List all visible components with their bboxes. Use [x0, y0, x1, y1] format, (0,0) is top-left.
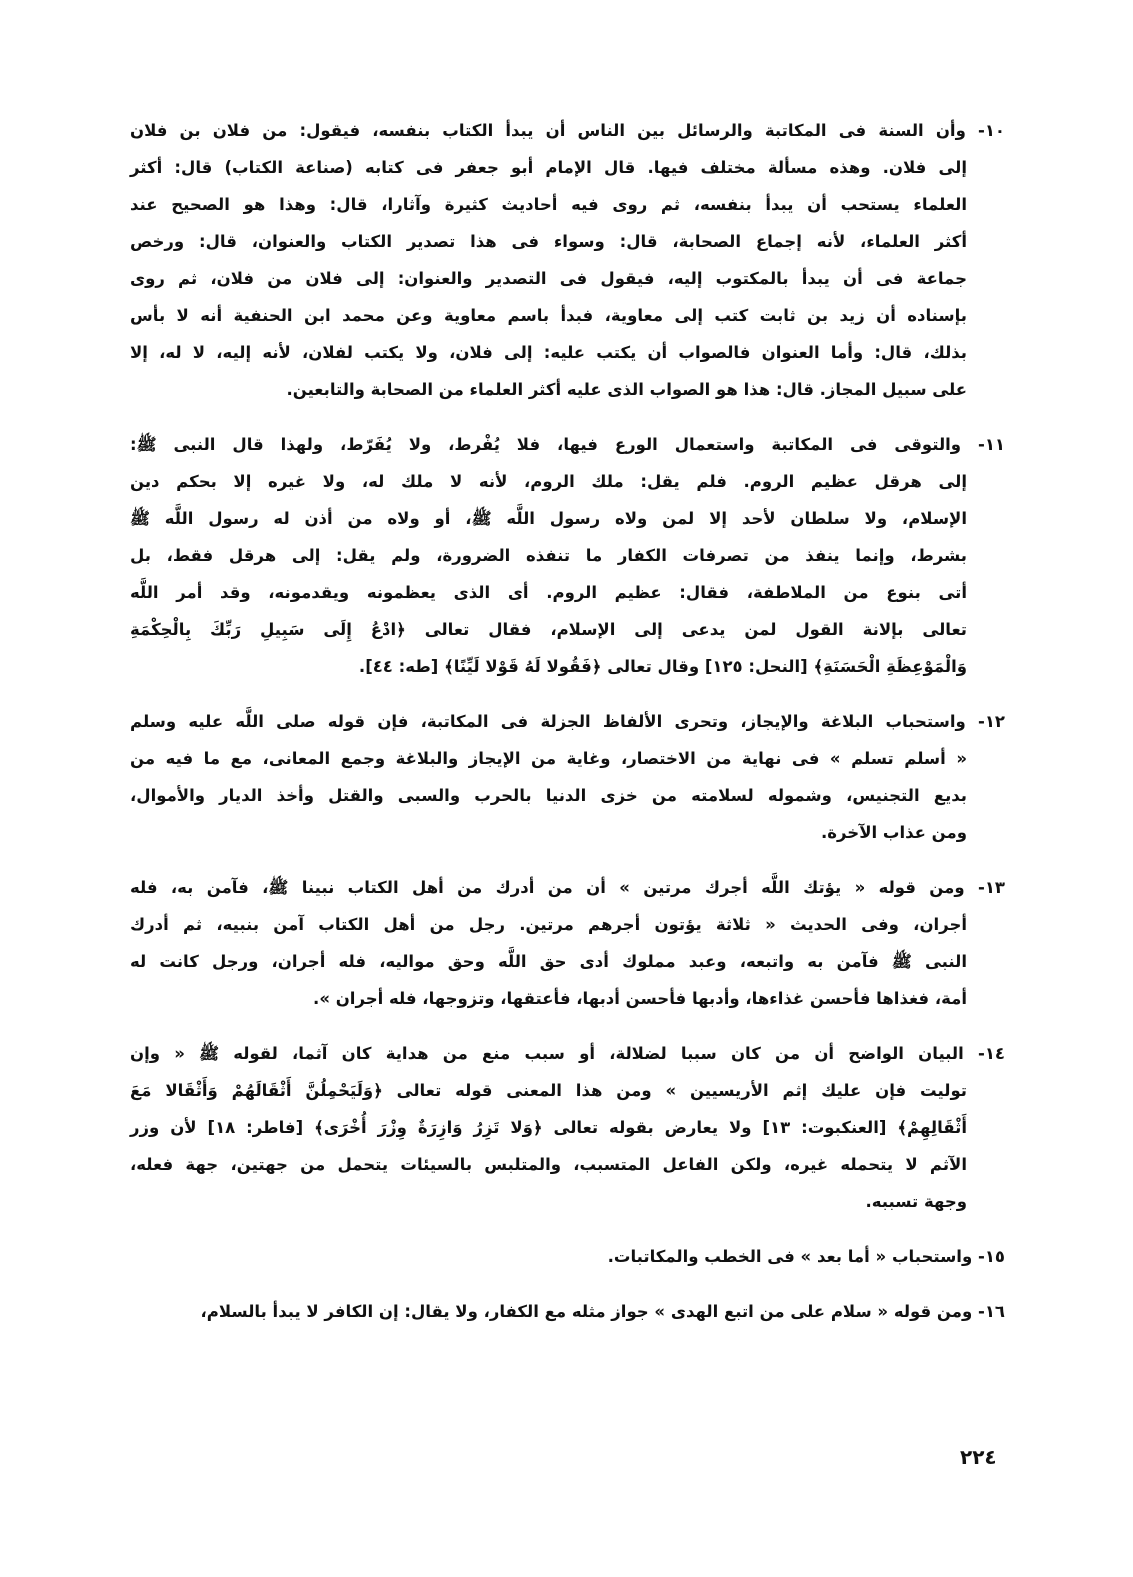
- paragraph-line: [130, 1183, 967, 1220]
- line-text: بشرط، وإنما ينفذ من تصرفات الكفار ما تنفذه الضرورة، ولم يقل: إلى هرقل فقط، بل: [130, 546, 967, 565]
- numbered-paragraph: [130, 1293, 1005, 1330]
- paragraph-line: [130, 1146, 967, 1183]
- paragraph-line: [130, 260, 967, 297]
- line-text: « أسلم تسلم » فى نهاية من الاختصار، وغاية من الإيجاز والبلاغة وجمع المعانى، مع ما فيه من: [130, 749, 967, 768]
- paragraph-line: [130, 1035, 1005, 1072]
- numbered-paragraph: [130, 1035, 1005, 1220]
- page-body: [130, 112, 1005, 1348]
- paragraph-line: [130, 814, 967, 851]
- line-text: العلماء يستحب أن يبدأ بنفسه، ثم روى فيه أحاديث كثيرة وآثارا، قال: وهذا هو الصحيح عند: [130, 195, 967, 214]
- line-text: أتى بنوع من الملاطفة، فقال: عظيم الروم. أى الذى يعظمونه ويقدمونه، وقد أمر اللَّه: [130, 583, 967, 602]
- line-text: أكثر العلماء، لأنه إجماع الصحابة، قال: وسواء فى هذا تصدير الكتاب والعنوان، قال: ورخص: [130, 232, 967, 251]
- line-text: ومن قوله « سلام على من اتبع الهدى » جواز مثله مع الكفار، ولا يقال: إن الكافر لا يبدأ بالسلام،: [200, 1302, 973, 1321]
- numbered-paragraph: [130, 703, 1005, 851]
- line-text: وأن السنة فى المكاتبة والرسائل بين الناس أن يبدأ الكتاب بنفسه، فيقول: من فلان بن فلان: [130, 121, 966, 140]
- line-text: أَثْقَالِهِمْ﴾ [العنكبوت: ١٣] ولا يعارض بقوله تعالى ﴿وَلا تَزِرُ وَازِرَةٌ وِزْرَ أُخْرَى﴾ [فاطر: ١٨] لأن وزر: [130, 1118, 967, 1137]
- line-text: أمة، فغذاها فأحسن غذاءها، وأدبها فأحسن أدبها، فأعتقها، وتزوجها، فله أجران ».: [313, 989, 967, 1008]
- paragraph-line: [130, 869, 1005, 906]
- paragraph-line: [130, 1238, 1005, 1275]
- paragraph-line: [130, 112, 1005, 149]
- paragraph-line: [130, 371, 967, 408]
- paragraph-number: ١٠-: [977, 121, 1005, 140]
- paragraph-line: [130, 1293, 1005, 1330]
- line-text: ومن قوله « يؤتك اللَّه أجرك مرتين » أن من أدرك من أهل الكتاب نبينا ﷺ، فآمن به، فله: [130, 878, 965, 897]
- paragraph-line: [130, 574, 967, 611]
- paragraph-line: [130, 943, 967, 980]
- paragraph-line: [130, 500, 967, 537]
- line-text: وجهة تسببه.: [865, 1192, 967, 1211]
- paragraph-line: [130, 611, 967, 648]
- paragraph-line: [130, 1109, 967, 1146]
- paragraph-line: [130, 648, 967, 685]
- paragraph-line: [130, 906, 967, 943]
- line-text: إلى هرقل عظيم الروم. فلم يقل: ملك الروم، لأنه لا ملك له، ولا غيره إلا بحكم دين: [130, 472, 967, 491]
- paragraph-line: [130, 1072, 967, 1109]
- paragraph-line: [130, 703, 1005, 740]
- line-text: وَالْمَوْعِظَةِ الْحَسَنَةِ﴾ [النحل: ١٢٥] وقال تعالى ﴿فَقُولا لَهُ قَوْلا لَيِّنًا﴾ [طه: ٤٤].: [358, 657, 967, 676]
- paragraph-line: [130, 980, 967, 1017]
- paragraph-number: ١٥-: [977, 1247, 1005, 1266]
- line-text: أجران، وفى الحديث « ثلاثة يؤتون أجرهم مرتين. رجل من أهل الكتاب آمن بنبيه، ثم أدرك: [130, 915, 967, 934]
- line-text: واستحباب البلاغة والإيجاز، وتحرى الألفاظ الجزلة فى المكاتبة، فإن قوله صلى اللَّه عليه وسلم: [130, 712, 966, 731]
- paragraph-line: [130, 463, 967, 500]
- paragraph-line: [130, 537, 967, 574]
- line-text: بذلك، قال: وأما العنوان فالصواب أن يكتب عليه: إلى فلان، ولا يكتب لفلان، لأنه إليه، لا له، إلا: [130, 343, 967, 362]
- line-text: توليت فإن عليك إثم الأريسيين » ومن هذا المعنى قوله تعالى ﴿وَلَيَحْمِلُنَّ أَثْقَالَهُمْ وَأَثْقَالا مَعَ: [130, 1081, 967, 1100]
- line-text: ومن عذاب الآخرة.: [821, 823, 967, 842]
- paragraph-number: ١٢-: [977, 712, 1005, 731]
- paragraph-line: [130, 334, 967, 371]
- paragraph-line: [130, 740, 967, 777]
- line-text: الإسلام، ولا سلطان لأحد إلا لمن ولاه رسول اللَّه ﷺ، أو ولاه من أذن له رسول اللَّه ﷺ: [130, 509, 967, 528]
- paragraph-line: [130, 186, 967, 223]
- line-text: البيان الواضح أن من كان سببا لضلالة، أو سبب منع من هداية كان آثما، لقوله ﷺ « وإن: [130, 1044, 964, 1063]
- line-text: النبى ﷺ فآمن به واتبعه، وعبد مملوك أدى حق اللَّه وحق مواليه، فله أجران، ورجل كانت له: [130, 952, 967, 971]
- paragraph-line: [130, 149, 967, 186]
- paragraph-number: ١٤-: [978, 1044, 1006, 1063]
- line-text: على سبيل المجاز. قال: هذا هو الصواب الذى عليه أكثر العلماء من الصحابة والتابعين.: [286, 380, 967, 399]
- paragraph-line: [130, 426, 1005, 463]
- paragraph-line: [130, 777, 967, 814]
- paragraph-number: ١٦-: [977, 1302, 1005, 1321]
- line-text: الآثم لا يتحمله غيره، ولكن الفاعل المتسبب، والمتلبس بالسيئات يتحمل من جهتين، جهة فعله،: [130, 1155, 967, 1174]
- line-text: جماعة فى أن يبدأ بالمكتوب إليه، فيقول فى التصدير والعنوان: إلى فلان من فلان، ثم روى: [130, 269, 967, 288]
- page-number: ٢٢٤: [960, 1445, 997, 1469]
- line-text: واستحباب « أما بعد » فى الخطب والمكاتبات.: [607, 1247, 973, 1266]
- paragraph-line: [130, 297, 967, 334]
- numbered-paragraph: [130, 1238, 1005, 1275]
- line-text: إلى فلان. وهذه مسألة مختلف فيها. قال الإمام أبو جعفر فى كتابه (صناعة الكتاب) قال: أكثر: [130, 158, 967, 177]
- numbered-paragraph: [130, 112, 1005, 408]
- paragraph-line: [130, 223, 967, 260]
- line-text: والتوقى فى المكاتبة واستعمال الورع فيها، فلا يُفْرط، ولا يُفَرّط، ولهذا قال النبى ﷺ:: [130, 435, 962, 454]
- line-text: بإسناده أن زيد بن ثابت كتب إلى معاوية، فبدأ باسم معاوية وعن محمد ابن الحنفية أنه لا بأس: [130, 306, 967, 325]
- paragraph-number: ١١-: [977, 435, 1005, 454]
- paragraph-number: ١٣-: [978, 878, 1006, 897]
- numbered-paragraph: [130, 869, 1005, 1017]
- line-text: تعالى بإلانة القول لمن يدعى إلى الإسلام، فقال تعالى ﴿ادْعُ إِلَى سَبِيلِ رَبِّكَ بِالْحِكْمَةِ: [130, 620, 967, 639]
- line-text: بديع التجنيس، وشموله لسلامته من خزى الدنيا بالحرب والسبى والقتل وأخذ الديار والأموال،: [130, 786, 967, 805]
- numbered-paragraph: [130, 426, 1005, 685]
